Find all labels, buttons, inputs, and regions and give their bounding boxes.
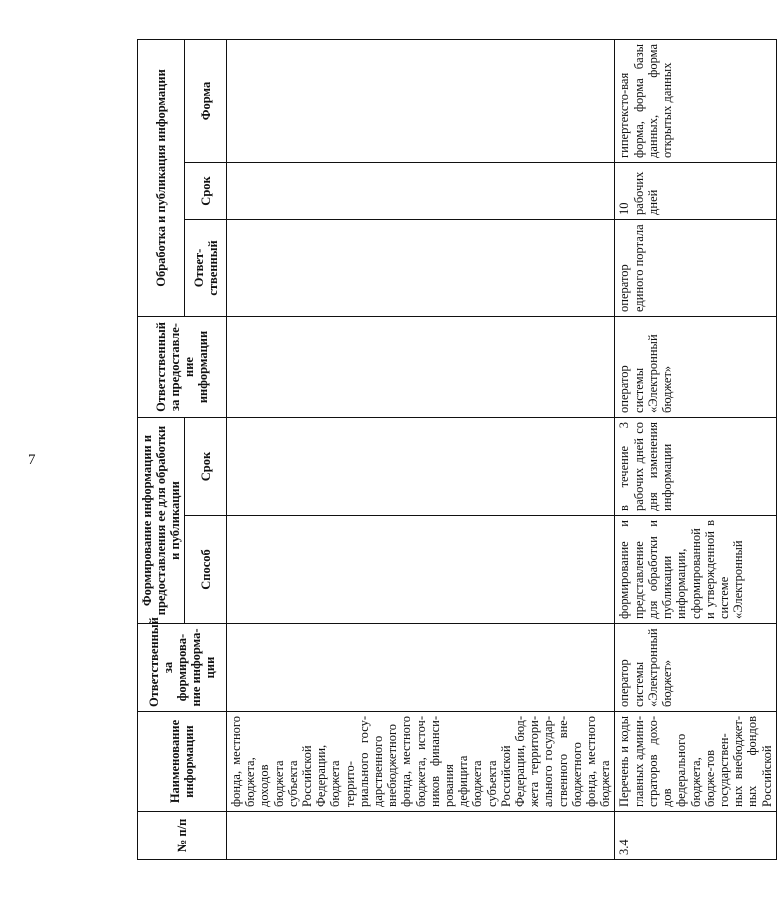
- row-resp-provide: [227, 316, 615, 417]
- row-num: 3.4: [615, 812, 776, 860]
- header-form: Форма: [185, 39, 227, 162]
- row-name: фонда, местного бюджета, доходов бюджета субъекта Российской Федерации, бюджета террито-риального госу-дарственного внебюджетного фонда, местного бюджета, источ-ников финанси-рования дефицита бюджета субъекта Российской Федерации, бюд-жета территори-ального государ-ственного вне-бюджетного фонда, местного бюджета: [227, 712, 615, 812]
- row-resp-form: [227, 624, 615, 712]
- row-name: Перечень и коды главных админи-страторов дохо-дов федерального бюджета, бюдже-тов государствен-ных внебюджет-ных фондов Российской: [615, 712, 776, 812]
- row-num: [227, 812, 615, 860]
- table-row: [227, 39, 615, 859]
- row-term2: [227, 162, 615, 219]
- row-term2: 10 рабочих дней: [615, 162, 776, 219]
- row-form: [227, 39, 615, 162]
- page-number: 7: [28, 452, 36, 468]
- rotated-table-wrapper: [137, 40, 774, 860]
- header-group-process: Обработка и публикация информации: [138, 39, 185, 316]
- info-table: [137, 39, 777, 860]
- header-resp2: Ответ-ственный: [185, 219, 227, 316]
- row-resp-provide: оператор системы «Электронный бюджет»: [615, 316, 776, 417]
- row-resp2: [227, 219, 615, 316]
- header-name: Наименование информации: [138, 712, 227, 812]
- header-term2: Срок: [185, 162, 227, 219]
- row-term1: в течение 3 рабочих дней со дня изменения информации: [615, 417, 776, 515]
- header-resp-provide: Ответственный за предоставле-ние информации: [138, 316, 227, 417]
- row-form: гипертексто-вая форма, форма базы данных, форма открытых данных: [615, 39, 776, 162]
- row-resp-form: оператор системы «Электронный бюджет»: [615, 624, 776, 712]
- table-row: [615, 39, 776, 859]
- header-resp-form: Ответственный за формирова-ние информа-ции: [138, 624, 227, 712]
- header-method: Способ: [185, 516, 227, 624]
- header-term1: Срок: [185, 417, 227, 515]
- row-term1: [227, 417, 615, 515]
- row-method: [227, 516, 615, 624]
- row-method: формирование и представление для обработки и публикации информации, сформированной и утвержденной в системе «Электронный: [615, 516, 776, 624]
- row-resp2: оператор единого портала: [615, 219, 776, 316]
- header-num: № п/п: [138, 812, 227, 860]
- header-group-form: Формирование информации и предоставления ее для обработки и публикации: [138, 417, 185, 623]
